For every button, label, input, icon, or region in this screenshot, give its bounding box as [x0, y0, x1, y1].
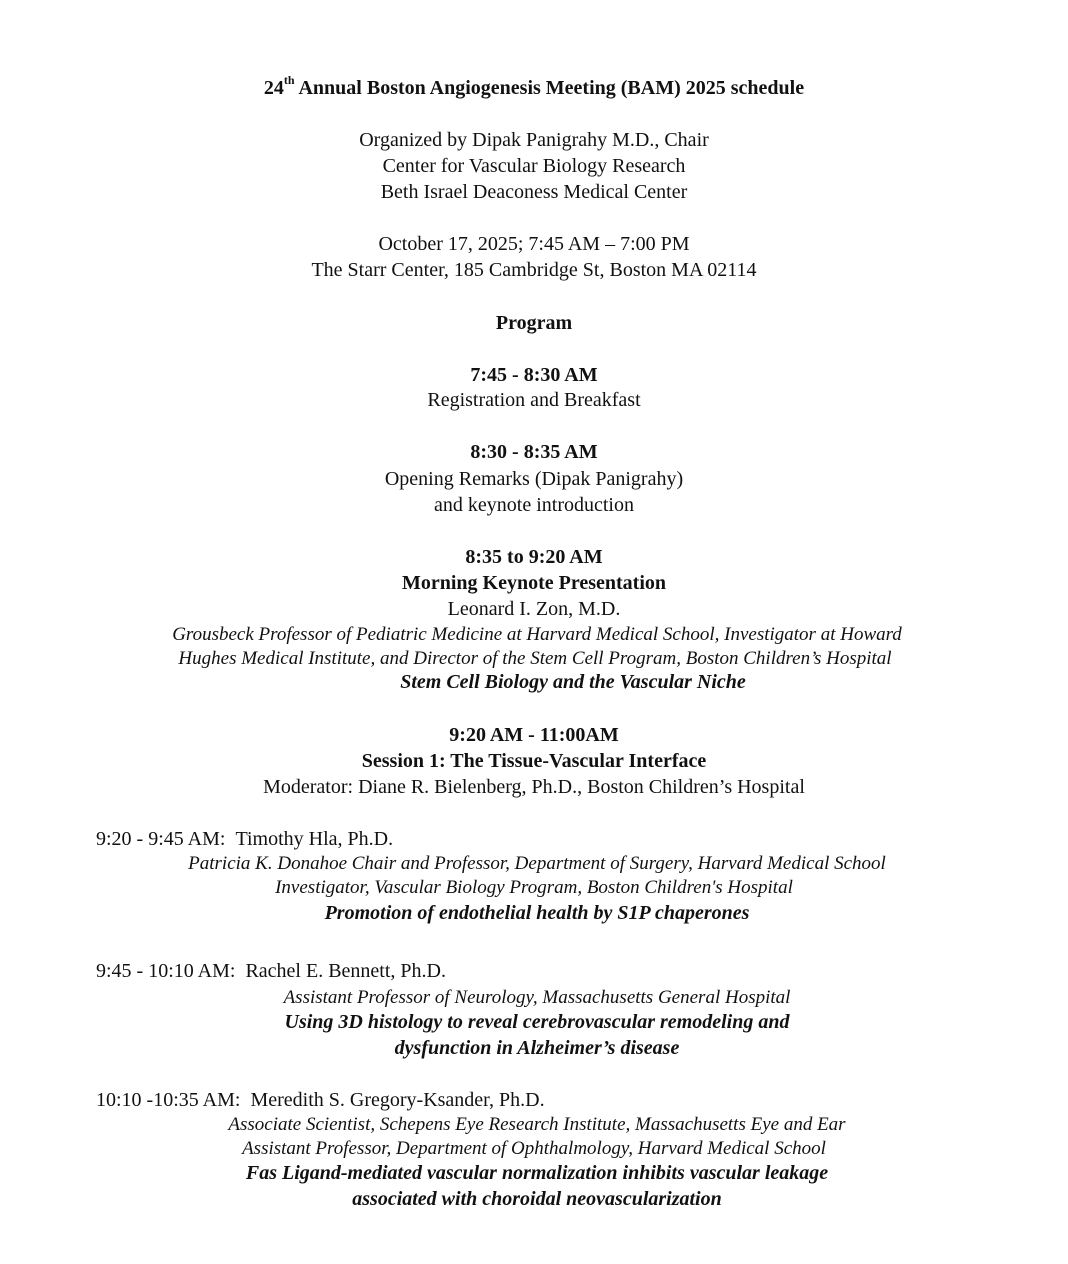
registration-time: 7:45 - 8:30 AM	[470, 364, 598, 386]
keynote-speaker: Leonard I. Zon, M.D.	[447, 598, 621, 620]
institution-line: Beth Israel Deaconess Medical Center	[380, 181, 688, 203]
talk-3-affiliation-2: Assistant Professor, Department of Ophthalmology, Harvard Medical School	[242, 1138, 826, 1159]
talk-3-speaker: Meredith S. Gregory-Ksander, Ph.D.	[250, 1089, 545, 1111]
registration-label: Registration and Breakfast	[427, 389, 641, 411]
opening-line-2: and keynote introduction	[434, 494, 634, 516]
keynote-affiliation-2: Hughes Medical Institute, and Director of the Stem Cell Program, Boston Children’s Hospital	[178, 648, 892, 669]
talk-3-title-line-2: associated with choroidal neovascularization	[352, 1188, 722, 1210]
session1-moderator: Moderator: Diane R. Bielenberg, Ph.D., Boston Children’s Hospital	[263, 776, 805, 798]
keynote-affiliation-1: Grousbeck Professor of Pediatric Medicine at Harvard Medical School, Investigator at Howard	[172, 624, 902, 645]
talk-1-header	[96, 826, 393, 852]
talk-2-speaker: Rachel E. Bennett, Ph.D.	[245, 960, 446, 982]
session1-time: 9:20 AM - 11:00AM	[449, 724, 619, 746]
keynote-talk-title: Stem Cell Biology and the Vascular Niche	[400, 671, 746, 693]
session1-title: Session 1: The Tissue-Vascular Interface	[361, 750, 707, 772]
talk-1-affiliation-2: Investigator, Vascular Biology Program, Boston Children's Hospital	[275, 877, 793, 898]
talk-1-speaker: Timothy Hla, Ph.D.	[235, 828, 394, 850]
talk-1-affiliation-1: Patricia K. Donahoe Chair and Professor, Department of Surgery, Harvard Medical School	[188, 853, 886, 874]
opening-time: 8:30 - 8:35 AM	[470, 441, 598, 463]
date-time-line: October 17, 2025; 7:45 AM – 7:00 PM	[378, 233, 690, 255]
talk-2-title-line-1: Using 3D histology to reveal cerebrovascular remodeling and	[284, 1011, 790, 1033]
talk-2-time: 9:45 - 10:10 AM:	[96, 960, 236, 982]
keynote-heading: Morning Keynote Presentation	[401, 572, 667, 594]
talk-3-affiliation-1: Associate Scientist, Schepens Eye Research Institute, Massachusetts Eye and Ear	[228, 1114, 846, 1135]
organizer-line: Organized by Dipak Panigrahy M.D., Chair	[359, 129, 709, 151]
talk-3-time: 10:10 -10:35 AM:	[96, 1089, 241, 1111]
center-line: Center for Vascular Biology Research	[382, 155, 686, 177]
talk-3-title-line-1: Fas Ligand-mediated vascular normalization inhibits vascular leakage	[245, 1162, 829, 1184]
talk-1-title: Promotion of endothelial health by S1P chaperones	[324, 902, 750, 924]
talk-3-header	[96, 1087, 545, 1113]
talk-2-affiliation-1: Assistant Professor of Neurology, Massachusetts General Hospital	[283, 987, 791, 1008]
page-title: 24th Annual Boston Angiogenesis Meeting (BAM) 2025 schedule	[263, 73, 805, 99]
talk-2-title-line-2: dysfunction in Alzheimer’s disease	[394, 1037, 680, 1059]
opening-line-1: Opening Remarks (Dipak Panigrahy)	[384, 468, 684, 490]
program-heading: Program	[495, 312, 573, 334]
talk-1-time: 9:20 - 9:45 AM:	[96, 828, 226, 850]
keynote-time: 8:35 to 9:20 AM	[465, 546, 603, 568]
venue-line: The Starr Center, 185 Cambridge St, Boston MA 02114	[311, 259, 757, 281]
talk-2-header	[96, 958, 446, 984]
